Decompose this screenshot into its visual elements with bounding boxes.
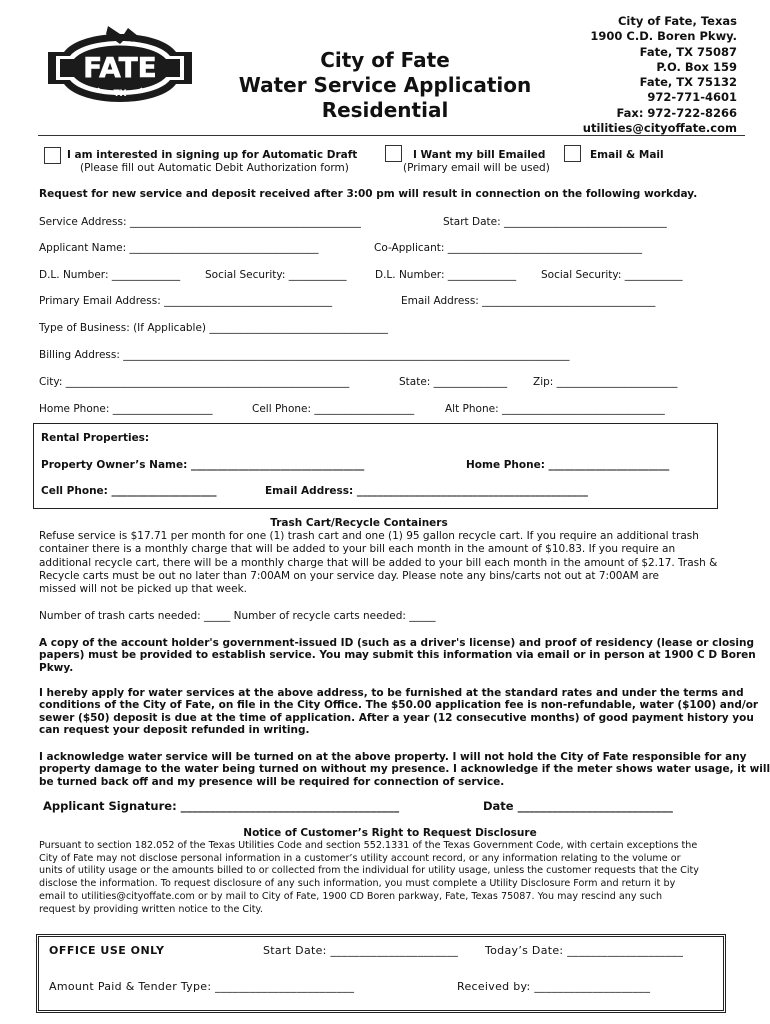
owner-cell-phone-field[interactable]: Cell Phone: ____________________ bbox=[41, 485, 217, 497]
email-mail-label: Email & Mail bbox=[590, 149, 664, 161]
text-line: additional recycle cart, there will be a monthly charge that will be added to your bill each month in the amount of $2.17. Trash & bbox=[39, 556, 718, 569]
title-form: Water Service Application bbox=[238, 73, 532, 97]
text-line: Pkwy. bbox=[39, 661, 74, 674]
text-line: Refuse service is $17.71 per month for one (1) trash cart and one (1) 95 gallon recycle cart. If you require an additional trash bbox=[39, 530, 699, 542]
auto-draft-checkbox[interactable] bbox=[44, 147, 61, 164]
text-line: Recycle carts must be out no later than 7:00AM on your service day. Please note any bins/carts not out at 7:00AM are bbox=[39, 569, 660, 582]
text-line: I acknowledge water service will be turned on at the above property. I will not hold the City of Fate responsible for any bbox=[39, 751, 747, 763]
text-line: missed will not be picked up that week. bbox=[39, 583, 247, 596]
application-terms-notice bbox=[39, 687, 759, 736]
amount-paid-field[interactable]: Amount Paid & Tender Type: ________________________ bbox=[49, 980, 355, 993]
text-line: Pursuant to section 182.052 of the Texas Utilities Code and section 552.1331 of the Texas Government Code, with certain exceptions the bbox=[39, 840, 698, 851]
co-applicant-field[interactable]: Co-Applicant: _____________________________________ bbox=[374, 242, 642, 254]
contact-line: City of Fate, Texas bbox=[617, 14, 737, 28]
title-city: City of Fate bbox=[320, 48, 450, 72]
text-line: City of Fate may not disclose personal information in a customer’s utility account record, or any information relating to the volume or bbox=[39, 852, 681, 864]
text-line: sewer ($50) deposit is due at the time of application. After a year (12 consecutive months) of good payment history you bbox=[39, 711, 754, 724]
property-owner-field[interactable]: Property Owner’s Name: _________________________________ bbox=[41, 459, 365, 471]
owner-home-phone-field[interactable]: Home Phone: _______________________ bbox=[466, 459, 670, 471]
city-logo bbox=[42, 22, 198, 110]
alt-phone-field[interactable]: Alt Phone: _______________________________ bbox=[445, 403, 665, 415]
office-today-date-field[interactable]: Today’s Date: ____________________ bbox=[485, 944, 684, 957]
trash-heading: Trash Cart/Recycle Containers bbox=[270, 517, 448, 529]
co-social-security-field[interactable]: Social Security: ___________ bbox=[541, 269, 683, 281]
social-security-field[interactable]: Social Security: ___________ bbox=[205, 269, 347, 281]
bill-emailed-label: I Want my bill Emailed bbox=[413, 149, 546, 161]
form-title bbox=[225, 48, 545, 123]
text-line: I hereby apply for water services at the above address, to be furnished at the standard rates and under the terms and bbox=[39, 687, 744, 699]
service-address-field[interactable]: Service Address: ____________________________________________ bbox=[39, 216, 361, 228]
contact-line: 1900 C.D. Boren Pkwy. bbox=[590, 29, 737, 44]
dl-number-field[interactable]: D.L. Number: _____________ bbox=[39, 269, 181, 281]
bill-emailed-checkbox[interactable] bbox=[385, 145, 402, 162]
id-requirement-notice bbox=[39, 637, 756, 674]
text-line: papers) must be provided to establish service. You may submit this information via email or in person at 1900 C D Boren bbox=[39, 649, 756, 662]
home-phone-field[interactable]: Home Phone: ___________________ bbox=[39, 403, 213, 415]
business-type-field[interactable]: Type of Business: (If Applicable) __________________________________ bbox=[39, 322, 388, 334]
owner-email-field[interactable]: Email Address: ____________________________________________ bbox=[265, 485, 588, 497]
acknowledgement-notice bbox=[39, 751, 770, 788]
text-line: conditions of the City of Fate, on file in the City Office. The $50.00 application fee is non-refundable, water ($100) and/or bbox=[39, 699, 759, 712]
received-by-field[interactable]: Received by: ____________________ bbox=[457, 980, 651, 993]
billing-address-field[interactable]: Billing Address: _____________________________________________________________________________________ bbox=[39, 349, 570, 361]
zip-field[interactable]: Zip: _______________________ bbox=[533, 376, 678, 388]
logo-text: FATE bbox=[83, 51, 157, 84]
contact-line: P.O. Box 159 bbox=[656, 59, 737, 74]
header-divider bbox=[38, 135, 745, 136]
trash-paragraph bbox=[39, 530, 744, 596]
text-line: can request your deposit refunded in writing. bbox=[39, 723, 310, 736]
primary-email-field[interactable]: Primary Email Address: ________________________________ bbox=[39, 295, 333, 307]
text-line: email to utilities@cityoffate.com or by mail to City of Fate, 1900 CD Boren parkway, Fate, Texas 75087. You may rescind any such bbox=[39, 890, 663, 902]
text-line: property damage to the water being turned on without my presence. I acknowledge if the meter shows water usage, it will bbox=[39, 763, 770, 776]
contact-line: Fate, TX 75132 bbox=[639, 75, 737, 90]
office-use-heading: OFFICE USE ONLY bbox=[49, 944, 165, 957]
text-line: container there is a monthly charge that will be added to your bill each month in the amount of $10.83. If you require an bbox=[39, 543, 676, 556]
contact-line: 972-771-4601 bbox=[647, 90, 737, 105]
disclosure-heading: Notice of Customer’s Right to Request Disclosure bbox=[243, 827, 537, 839]
text-line: be turned back off and my presence will be required for connection of service. bbox=[39, 775, 505, 788]
disclosure-paragraph bbox=[39, 840, 744, 916]
office-start-date-field[interactable]: Start Date: ______________________ bbox=[263, 944, 459, 957]
city-contact-block bbox=[583, 14, 737, 136]
email-address-field[interactable]: Email Address: _________________________________ bbox=[401, 295, 656, 307]
text-line: request by providing written notice to the City. bbox=[39, 903, 263, 915]
text-line: A copy of the account holder's government-issued ID (such as a driver's license) and proof of residency (lease or closing bbox=[39, 637, 755, 649]
logo-subtext: TX bbox=[113, 89, 127, 99]
email-mail-checkbox[interactable] bbox=[564, 145, 581, 162]
contact-line: Fate, TX 75087 bbox=[639, 44, 737, 59]
co-dl-number-field[interactable]: D.L. Number: _____________ bbox=[375, 269, 517, 281]
signature-date-field[interactable]: Date ___________________________ bbox=[483, 799, 673, 813]
rental-heading: Rental Properties: bbox=[41, 432, 150, 444]
text-line: disclose the information. To request disclosure of any such information, you must complete a Utility Disclosure Form and return it by bbox=[39, 878, 676, 890]
cell-phone-field[interactable]: Cell Phone: ___________________ bbox=[252, 403, 415, 415]
state-field[interactable]: State: ______________ bbox=[399, 376, 508, 388]
applicant-signature-field[interactable]: Applicant Signature: ______________________________________ bbox=[43, 799, 400, 813]
auto-draft-label: I am interested in signing up for Automatic Draft bbox=[67, 149, 358, 161]
after-3pm-notice: Request for new service and deposit received after 3:00 pm will result in connection on the following workday. bbox=[39, 188, 698, 200]
title-type: Residential bbox=[321, 98, 449, 122]
applicant-name-field[interactable]: Applicant Name: ____________________________________ bbox=[39, 242, 319, 254]
carts-needed-field[interactable]: Number of trash carts needed: _____ Number of recycle carts needed: _____ bbox=[39, 610, 436, 622]
auto-draft-note: (Please fill out Automatic Debit Authorization form) bbox=[80, 162, 349, 174]
city-field[interactable]: City: ______________________________________________________ bbox=[39, 376, 350, 388]
text-line: units of utility usage or the amounts billed to or collected from the individual for utility usage, unless the customer requests that the City bbox=[39, 865, 699, 877]
contact-email: utilities@cityoffate.com bbox=[582, 121, 737, 136]
contact-line: Fax: 972-722-8266 bbox=[616, 105, 737, 120]
bill-emailed-note: (Primary email will be used) bbox=[403, 162, 550, 174]
start-date-field[interactable]: Start Date: _______________________________ bbox=[443, 216, 667, 228]
